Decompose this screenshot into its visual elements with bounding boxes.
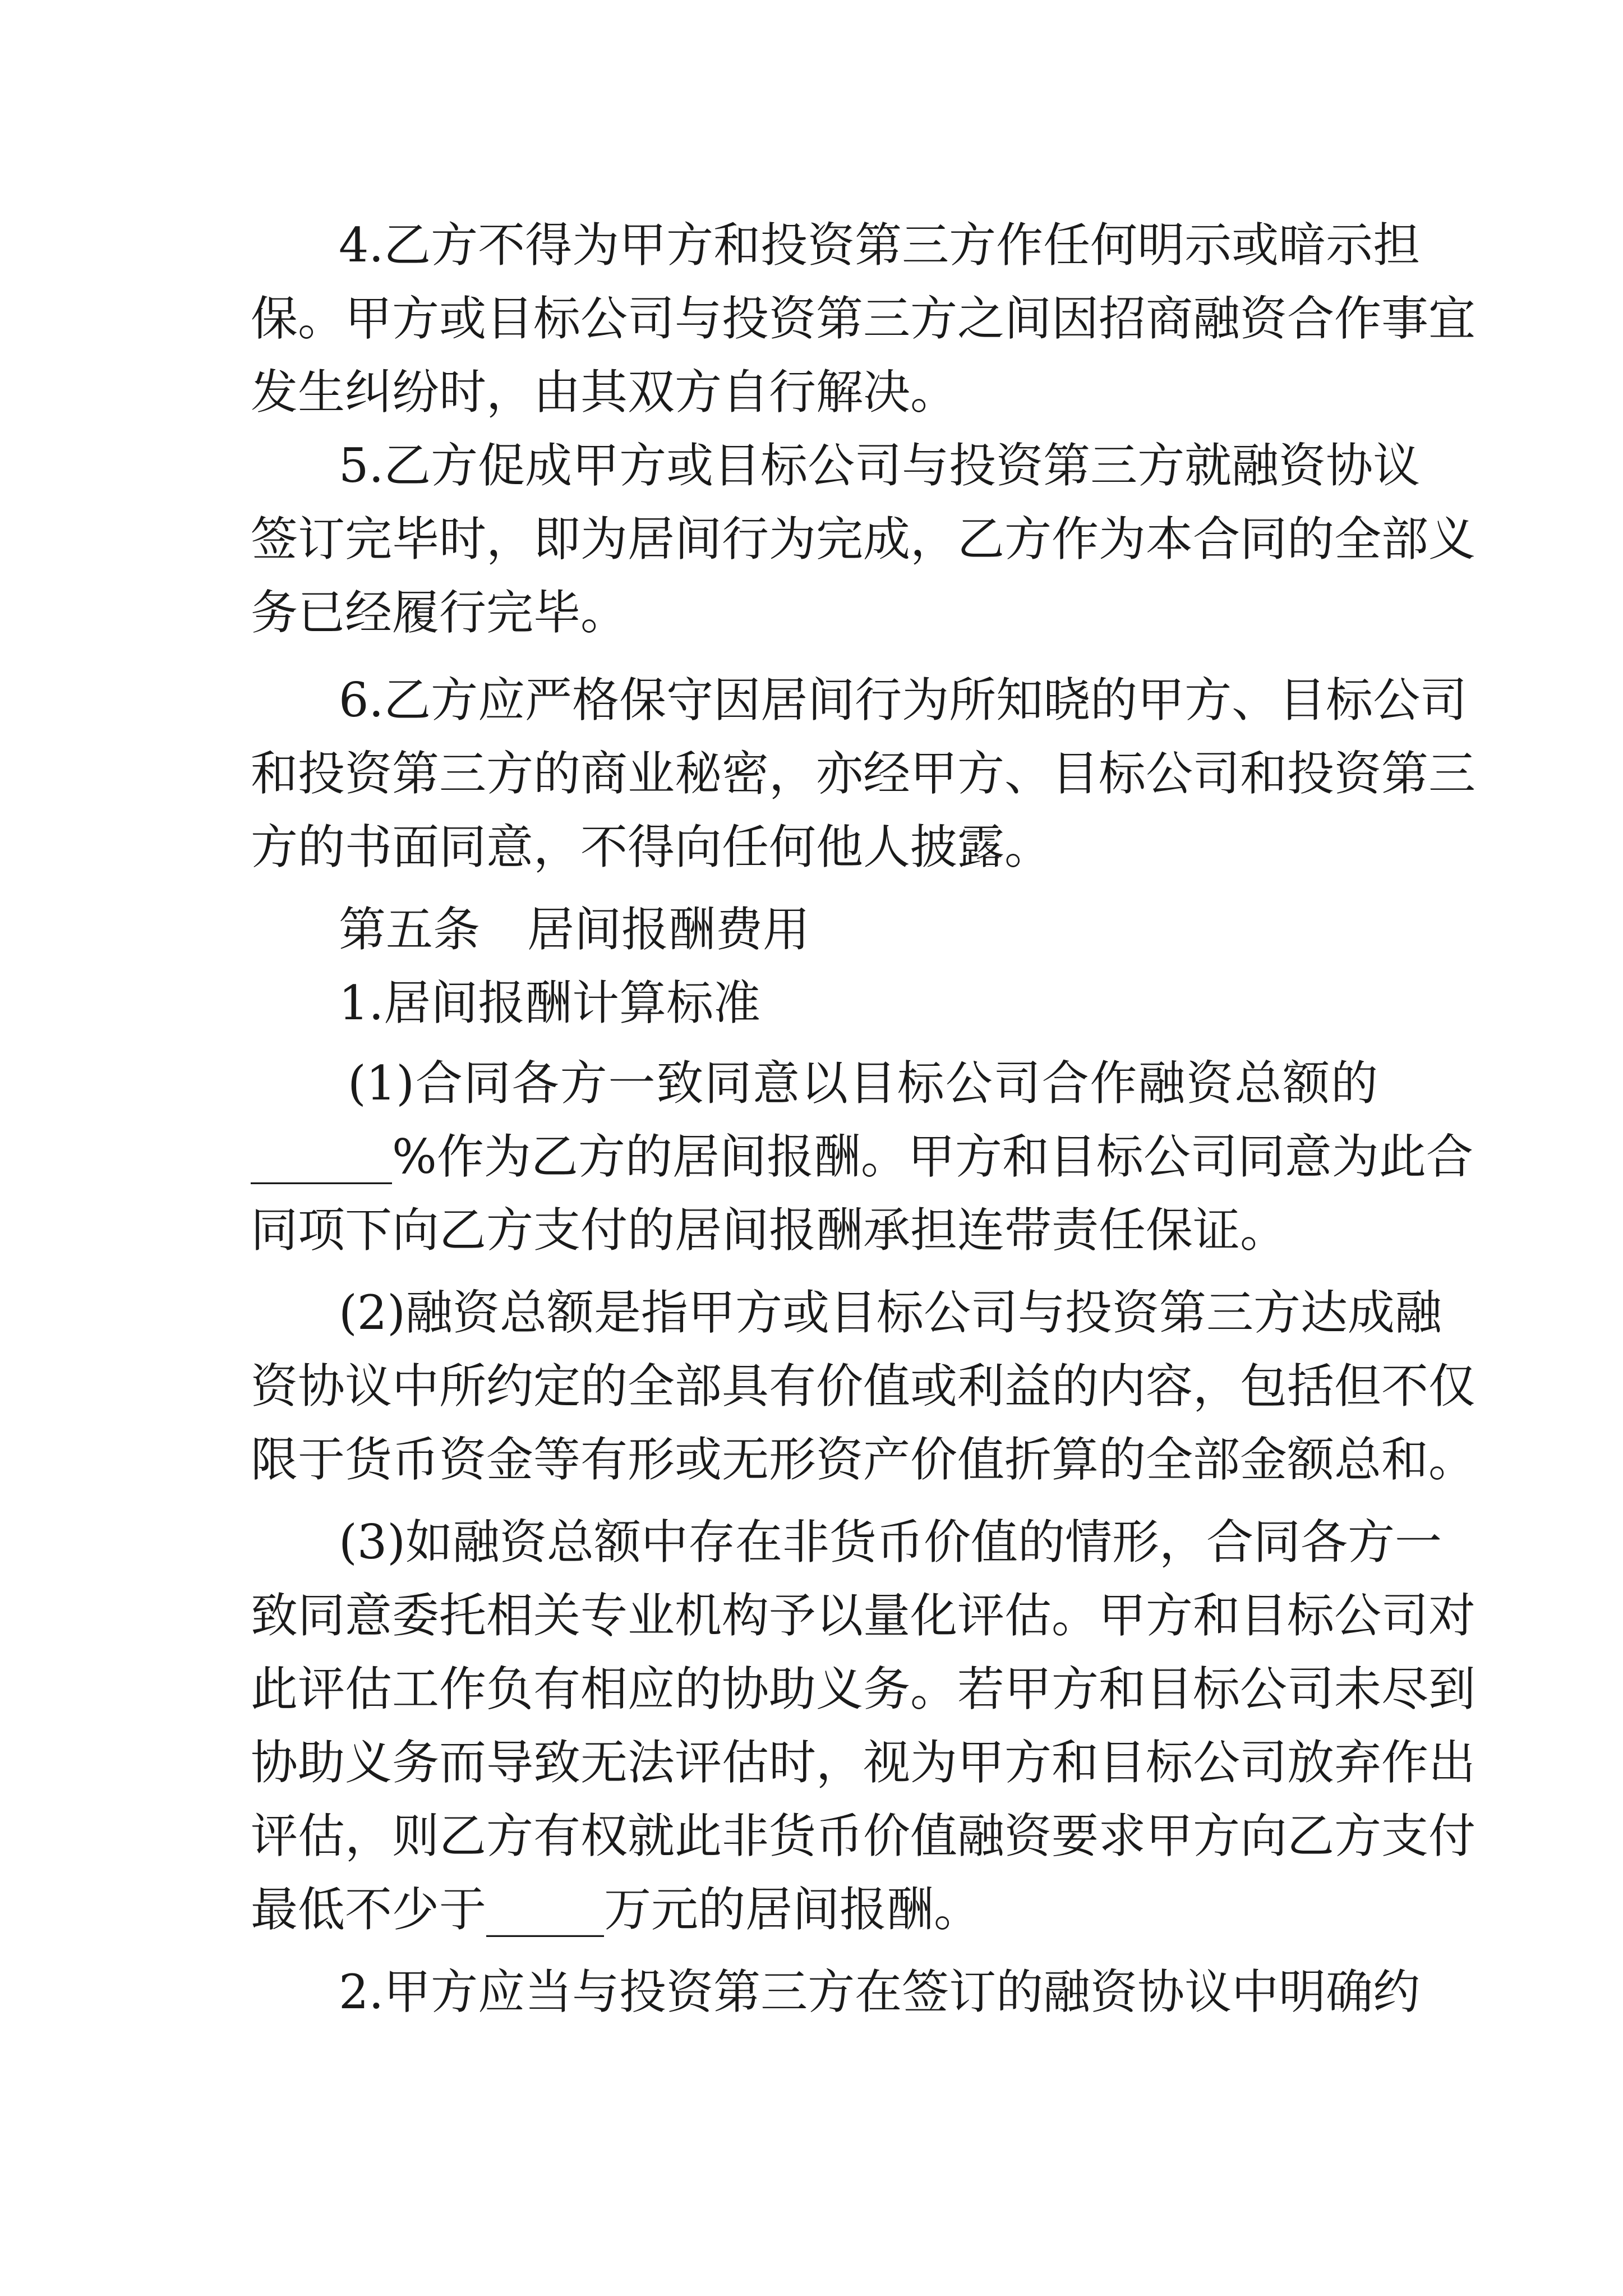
text-line: 此评估工作负有相应的协助义务。若甲方和目标公司未尽到 [251,1662,1476,1717]
line-clause-5-start: 5.乙方促成甲方或目标公司与投资第三方就融资协议 [339,438,1421,493]
section-heading-article-5: 第五条 居间报酬费用 [339,902,810,957]
text-line-blank-amount: 最低不少于_____万元的居间报酬。 [251,1882,981,1937]
text-line: 签订完毕时，即为居间行为完成，乙方作为本合同的全部义 [251,512,1476,567]
text-line: 和投资第三方的商业秘密，亦经甲方、目标公司和投资第三 [251,746,1476,801]
line-item-1-start: (1)合同各方一致同意以目标公司合作融资总额的 [348,1056,1378,1111]
line-clause-2-start: 2.甲方应当与投资第三方在签订的融资协议中明确约 [339,1964,1421,2019]
text-line: 保。甲方或目标公司与投资第三方之间因招商融资合作事宜 [251,291,1476,346]
text-line: 务已经履行完毕。 [251,585,628,640]
line-clause-4-start: 4.乙方不得为甲方和投资第三方作任何明示或暗示担 [339,218,1421,273]
text-line: 同项下向乙方支付的居间报酬承担连带责任保证。 [251,1203,1288,1258]
text-line: 发生纠纷时，由其双方自行解决。 [251,365,958,420]
line-item-3-start: (3)如融资总额中存在非货币价值的情形，合同各方一 [339,1515,1442,1570]
text-line: 限于货币资金等有形或无形资产价值折算的全部金额总和。 [251,1432,1476,1487]
subheading-calculation-standard: 1.居间报酬计算标准 [339,976,761,1030]
text-line: 致同意委托相关专业机构予以量化评估。甲方和目标公司对 [251,1588,1476,1643]
text-line-blank-percentage: ______%作为乙方的居间报酬。甲方和目标公司同意为此合 [251,1129,1473,1184]
text-line: 评估，则乙方有权就此非货币价值融资要求甲方向乙方支付 [251,1809,1476,1864]
text-line: 方的书面同意，不得向任何他人披露。 [251,820,1052,875]
line-item-2-start: (2)融资总额是指甲方或目标公司与投资第三方达成融 [339,1285,1442,1340]
text-line: 协助义务而导致无法评估时，视为甲方和目标公司放弃作出 [251,1735,1476,1790]
line-clause-6-start: 6.乙方应严格保守因居间行为所知晓的甲方、目标公司 [339,673,1468,728]
text-line: 资协议中所约定的全部具有价值或利益的内容，包括但不仅 [251,1359,1476,1414]
